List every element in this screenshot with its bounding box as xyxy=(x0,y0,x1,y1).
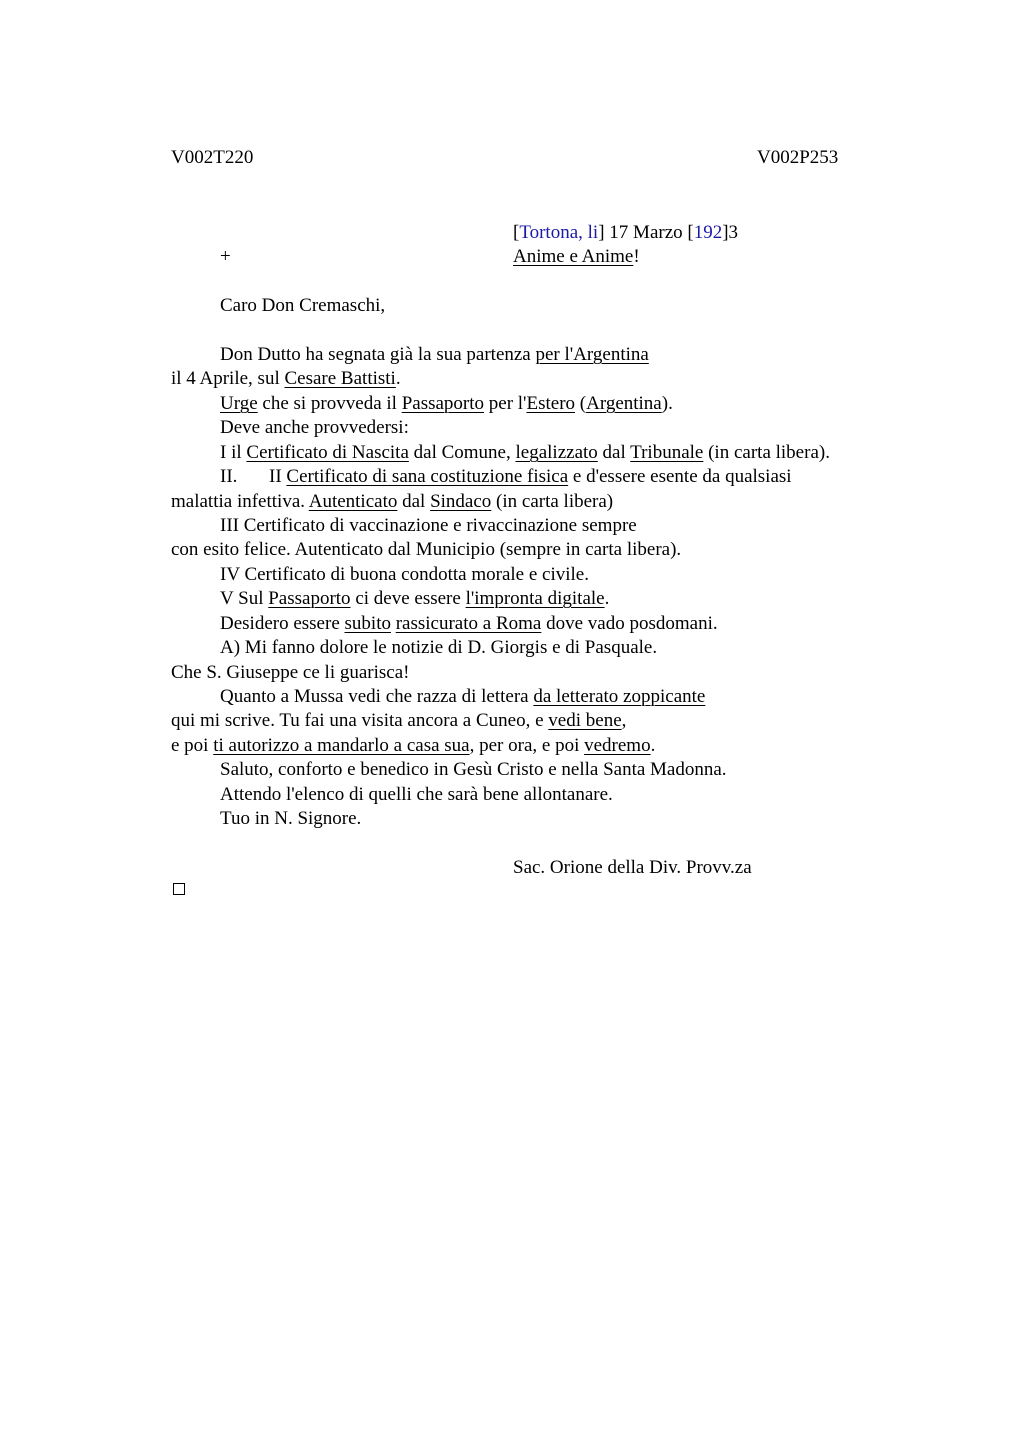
motto: Anime e Anime! xyxy=(513,246,640,267)
body-line: Che S. Giuseppe ce li guarisca! xyxy=(171,662,410,683)
body-line: qui mi scrive. Tu fai una visita ancora a Cuneo, e vedi bene, xyxy=(171,710,627,731)
body-line: II Certificato di sana costituzione fisica e d'essere esente da qualsiasi xyxy=(269,466,792,487)
body-line: Saluto, conforto e benedico in Gesù Cristo e nella Santa Madonna. xyxy=(220,759,727,780)
document-code-left: V002T220 xyxy=(171,147,254,168)
end-marker-icon xyxy=(173,883,185,895)
body-line: III Certificato di vaccinazione e rivaccinazione sempre xyxy=(220,515,637,536)
body-line: IV Certificato di buona condotta morale e civile. xyxy=(220,564,589,585)
body-line: I il Certificato di Nascita dal Comune, legalizzato dal Tribunale (in carta libera). xyxy=(220,442,830,463)
dateline-date: 17 Marzo xyxy=(604,222,688,243)
body-line: Deve anche provvedersi: xyxy=(220,417,409,438)
salutation: Caro Don Cremaschi, xyxy=(220,295,386,316)
body-line: Quanto a Mussa vedi che razza di lettera da letterato zoppicante xyxy=(220,686,706,707)
body-line: Urge che si provveda il Passaporto per l'Estero (Argentina). xyxy=(220,393,673,414)
dateline-year: 192 xyxy=(693,222,723,243)
cross-mark: + xyxy=(220,246,231,267)
body-line: Desidero essere subito rassicurato a Roma dove vado posdomani. xyxy=(220,613,718,634)
body-line-number: II. xyxy=(220,466,238,487)
body-line: e poi ti autorizzo a mandarlo a casa sua, per ora, e poi vedremo. xyxy=(171,735,656,756)
dateline: [Tortona, li] 17 Marzo [192]3 xyxy=(513,222,739,243)
signature: Sac. Orione della Div. Provv.za xyxy=(513,857,752,878)
body-line: Don Dutto ha segnata già la sua partenza per l'Argentina xyxy=(220,344,649,365)
body-line: il 4 Aprile, sul Cesare Battisti. xyxy=(171,368,401,389)
body-line: malattia infettiva. Autenticato dal Sindaco (in carta libera) xyxy=(171,491,614,512)
body-line: Tuo in N. Signore. xyxy=(220,808,362,829)
body-line: V Sul Passaporto ci deve essere l'impronta digitale. xyxy=(220,588,610,609)
body-line: A) Mi fanno dolore le notizie di D. Giorgis e di Pasquale. xyxy=(220,637,658,658)
dateline-place: Tortona, li xyxy=(519,222,599,243)
document-code-right: V002P253 xyxy=(757,147,839,168)
body-line: con esito felice. Autenticato dal Municipio (sempre in carta libera). xyxy=(171,539,682,560)
body-line: Attendo l'elenco di quelli che sarà bene allontanare. xyxy=(220,784,613,805)
